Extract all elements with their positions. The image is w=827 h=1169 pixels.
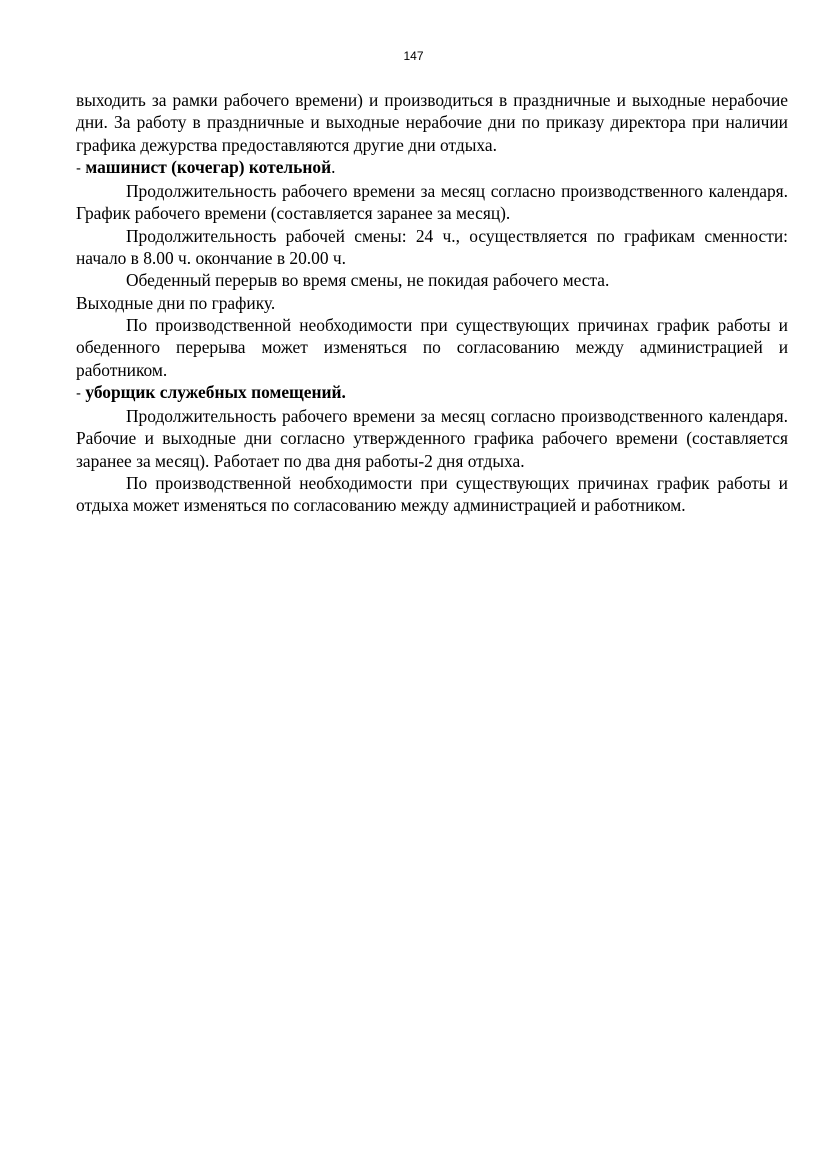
cleaner-paragraph-schedule-change: По производственной необходимости при существующих причинах график работы и отдыха может изменяться по согласованию между администрацией и работником. [76, 473, 788, 516]
section-title-end: . [341, 381, 346, 402]
document-body [76, 89, 788, 517]
stoker-paragraph-shift-length: Продолжительность рабочей смены: 24 ч., осуществляется по графикам сменности: начало в 8.00 ч. окончание в 20.00 ч. [76, 225, 788, 269]
section-title-cleaner: уборщик служебных помещений [85, 381, 342, 402]
stoker-paragraph-days-off: Выходные дни по графику. [76, 292, 276, 313]
cleaner-paragraph-work-time: Продолжительность рабочего времени за месяц согласно производственного календаря. Рабочие и выходные дни согласно утвержденного графика рабочего времени (составляется заранее за месяц). Работает по два дня работы-2 дня отдыха. [76, 406, 788, 471]
section-title-stoker: машинист (кочегар) котельной [85, 156, 332, 177]
stoker-paragraph-lunch-break: Обеденный перерыв во время смены, не покидая рабочего места. [126, 270, 610, 291]
intro-paragraph: выходить за рамки рабочего времени) и производиться в праздничные и выходные нерабочие дни. За работу в праздничные и выходные нерабочие дни по приказу директора при наличии графика дежурства предоставляются другие дни отдыха. [76, 90, 788, 155]
stoker-paragraph-schedule-change: По производственной необходимости при существующих причинах график работы и обеденного перерыва может изменяться по согласованию между администрацией и работником. [76, 314, 788, 380]
list-dash: - [76, 159, 81, 177]
stoker-paragraph-work-time: Продолжительность рабочего времени за месяц согласно производственного календаря. График рабочего времени (составляется заранее за месяц). [76, 181, 788, 224]
page-number: 147 [403, 49, 424, 63]
section-title-end: . [331, 156, 336, 177]
list-dash: - [76, 384, 81, 402]
section-heading-stoker [76, 156, 788, 180]
section-heading-cleaner [76, 381, 788, 405]
